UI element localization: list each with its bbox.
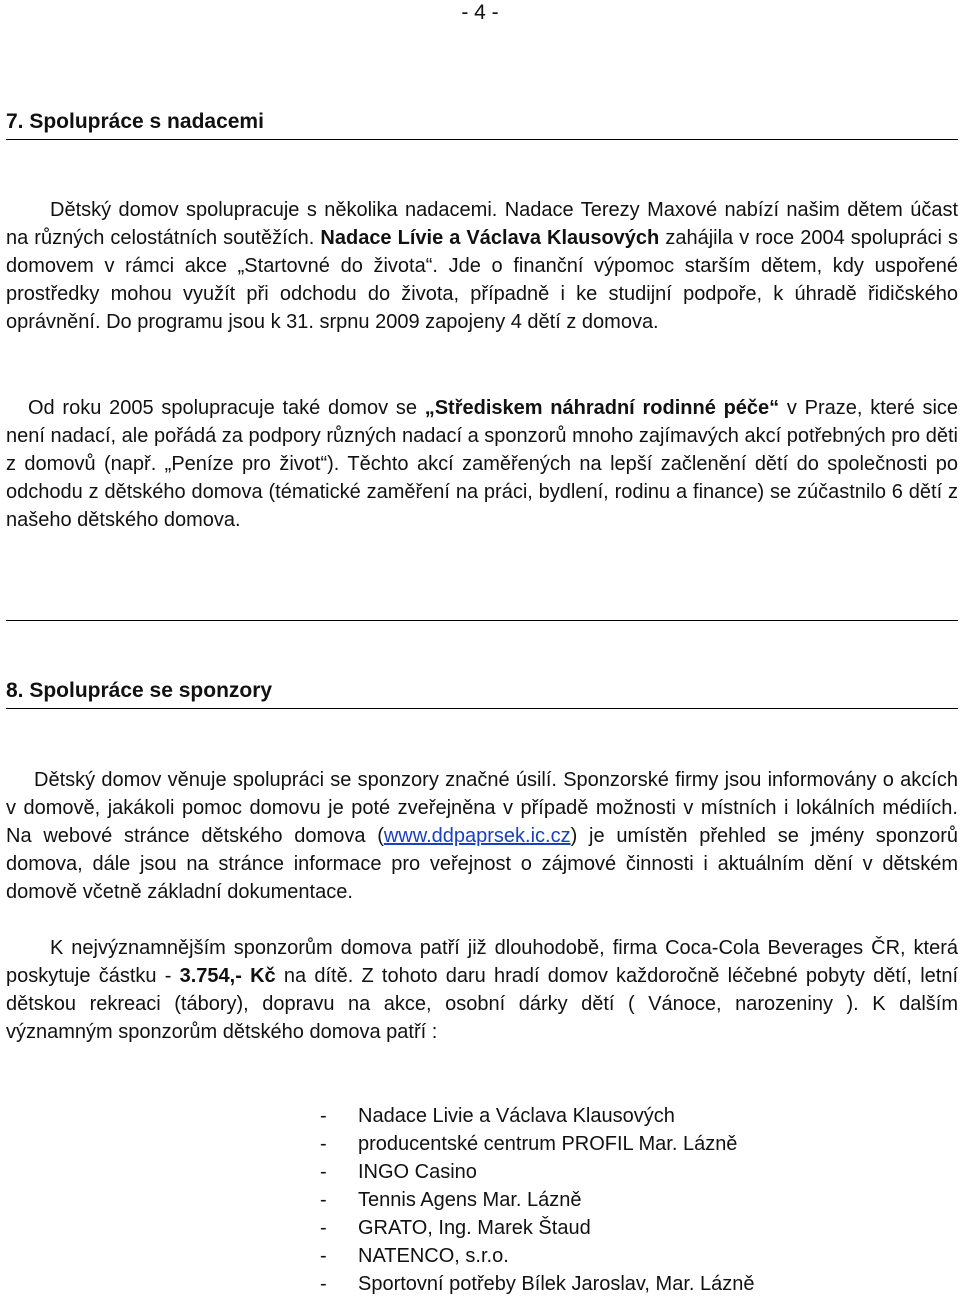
section-8-paragraph-2 [6,934,958,1046]
sponsor-name: Tennis Agens Mar. Lázně [358,1189,582,1211]
sponsor-name: Sportovní potřeby Bílek Jaroslav, Mar. Lázně [358,1273,755,1295]
text-run: K nejvýznamnějším sponzorům domova patří již dlouhodobě, firma Coca-Cola Beverages ČR, která poskytuje částku - [6,937,958,987]
section-8-heading: 8. Spolupráce se sponzory [6,678,958,709]
section-7-paragraph-2 [6,394,958,534]
bold-text: Nadace Lívie a Václava Klausových [320,227,660,249]
list-dash: - [320,1245,327,1267]
website-link[interactable]: www.ddpaprsek.ic.cz [383,825,571,847]
list-dash: - [320,1161,327,1183]
section-7-paragraph-1 [6,196,958,336]
list-dash: - [320,1273,327,1295]
list-item [320,1186,755,1214]
bold-text: „Střediskem náhradní rodinné péče“ [424,397,780,419]
text-run: ) je umístěn přehled se jmény sponzorů domova, dále jsou na stránce informace pro veřejnost o zájmové činnosti i aktuálním dění v dětském domově včetně základní dokumentace. [6,825,958,903]
page-number: - 4 - [461,1,499,24]
list-item [320,1102,755,1130]
list-item [320,1130,755,1158]
text-run: na dítě. Z tohoto daru hradí domov každoročně léčebné pobyty dětí, letní dětskou rekreaci (tábory), dopravu na akce, osobní dárky dětí ( Vánoce, narozeniny ). K dalším významným sponzorům dětského domova patří : [6,965,959,1043]
sponsor-name: GRATO, Ing. Marek Štaud [358,1217,591,1239]
list-dash: - [320,1217,327,1239]
text-run: v Praze, které sice není nadací, ale pořádá za podpory různých nadací a sponzorů mnoho zajímavých akcí potřebných pro děti z domovů (např. „Peníze pro život“). Těchto akcí zaměřených na lepší začlenění dětí do společnosti po odchodu z dětského domova (tématické zaměření na práci, bydlení, rodinu a finance) se zúčastnilo 6 dětí z našeho dětského domova. [6,397,959,531]
text-run: zahájila v roce 2004 spolupráci s domovem v rámci akce „Startovné do života“. Jde o finanční výpomoc starším dětem, kdy uspořené prostředky mohou využít při odchodu do života, případně i ke studijní podpoře, k úhradě řidičského oprávnění. Do programu jsou k 31. srpnu 2009 zapojeny 4 dětí z domova. [6,227,958,333]
list-dash: - [320,1189,327,1211]
list-dash: - [320,1105,327,1127]
sponsor-name: Nadace Livie a Václava Klausových [358,1105,675,1127]
text-run: Dětský domov věnuje spolupráci se sponzory značné úsilí. Sponzorské firmy jsou informovány o akcích v domově, jakákoli pomoc domovu je poté zveřejněna v případě možnosti v místních i lokálních médiích. Na webové stránce dětského domova ( [6,769,958,847]
bold-text: 3.754,- Kč [179,965,276,987]
sponsor-name: INGO Casino [358,1161,477,1183]
list-item [320,1242,755,1270]
text-run: Dětský domov spolupracuje s několika nadacemi. Nadace Terezy Maxové nabízí našim dětem účast na různých celostátních soutěžích. [6,199,958,249]
list-item [320,1158,755,1186]
list-item [320,1270,755,1298]
list-dash: - [320,1133,327,1155]
sponsor-name: NATENCO, s.r.o. [358,1245,509,1267]
sponsor-list [320,1102,755,1298]
section-separator [6,620,958,621]
text-run: Od roku 2005 spolupracuje také domov se [28,397,425,419]
list-item [320,1214,755,1242]
section-8-paragraph-1 [6,766,958,906]
section-7-heading: 7. Spolupráce s nadacemi [6,109,958,140]
sponsor-name: producentské centrum PROFIL Mar. Lázně [358,1133,738,1155]
